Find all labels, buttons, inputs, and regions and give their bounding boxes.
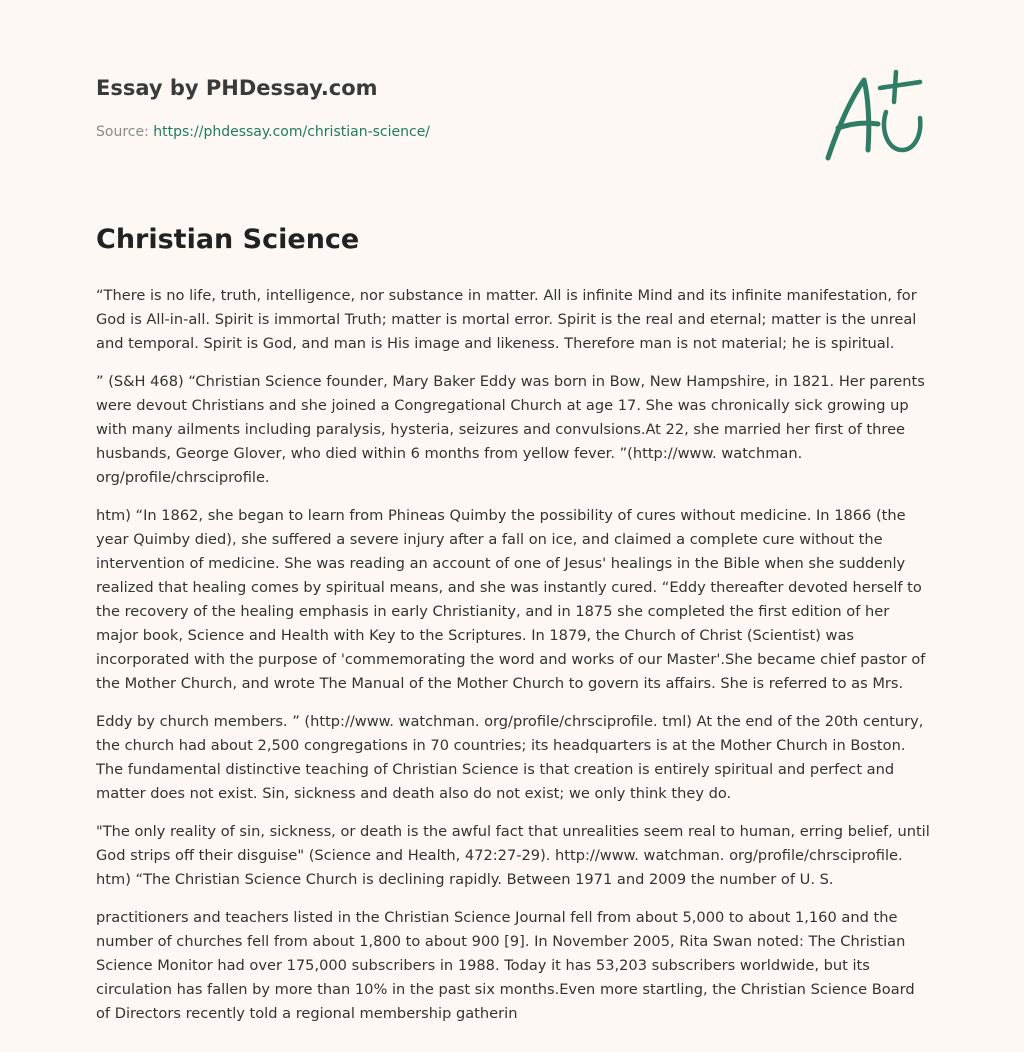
paragraph-3: htm) “In 1862, she began to learn from Phineas Quimby the possibility of cures without medicine. In 1866 (the year Quimby died), she suffered a severe injury after a fall on ice, and claimed a complete cure without the intervention of medicine. She was reading an account of one of Jesus' healings in the Bible when she suddenly realized that healing comes by spiritual means, and she was instantly cured. “Eddy thereafter devoted herself to the recovery of the healing emphasis in early Christianity, and in 1875 she completed the first edition of her major book, Science and Health with Key to the Scriptures. In 1879, the Church of Christ (Scientist) was incorporated with the purpose of 'commemorating the word and works of our Master'.She became chief pastor of the Mother Church, and wrote The Manual of the Mother Church to govern its affairs. She is referred to as Mrs. (96, 507, 926, 692)
paragraph-2: ” (S&H 468) “Christian Science founder, Mary Baker Eddy was born in Bow, New Hampshire, in 1821. Her parents were devout Christians and she joined a Congregational Church at age 17. She was chronically sick growing up with many ailments including paralysis, hysteria, seizures and convulsions.At 22, she married her first of three husbands, George Glover, who died within 6 months from yellow fever. ”(http://www. watchman. org/profile/chrsciprofile. (96, 373, 925, 486)
essay-body (96, 284, 932, 1040)
paragraph-5: "The only reality of sin, sickness, or death is the awful fact that unrealities seem real to human, erring belief, until God strips off their disguise" (Science and Health, 472:27-29). http://www. watchman. org/profile/chrsciprofile. htm) “The Christian Science Church is declining rapidly. Between 1971 and 2009 the number of U. S. (96, 823, 930, 888)
document-title: Christian Science (96, 224, 360, 255)
source-label: Source: (96, 124, 149, 140)
page-header (96, 0, 928, 200)
source-link[interactable]: https://phdessay.com/christian-science/ (153, 124, 431, 140)
source-line (96, 124, 430, 140)
paragraph-4: Eddy by church members. ” (http://www. watchman. org/profile/chrsciprofile. tml) At the end of the 20th century, the church had about 2,500 congregations in 70 countries; its headquarters is at the Mother Church in Boston. The fundamental distinctive teaching of Christian Science is that creation is entirely spiritual and perfect and matter does not exist. Sin, sickness and death also do not exist; we only think they do. (96, 713, 924, 802)
site-title: Essay by PHDessay.com (96, 76, 378, 100)
paragraph-1: “There is no life, truth, intelligence, nor substance in matter. All is infinite Mind and its infinite manifestation, for God is All-in-all. Spirit is immortal Truth; matter is mortal error. Spirit is the real and eternal; matter is the unreal and temporal. Spirit is God, and man is His image and likeness. Therefore man is not material; he is spiritual. (96, 287, 917, 352)
a-plus-logo-icon (824, 66, 928, 166)
paragraph-6: practitioners and teachers listed in the Christian Science Journal fell from about 5,000 to about 1,160 and the number of churches fell from about 1,800 to about 900 [9]. In November 2005, Rita Swan noted: The Christian Science Monitor had over 175,000 subscribers in 1988. Today it has 53,203 subscribers worldwide, but its circulation has fallen by more than 10% in the past six months.Even more startling, the Christian Science Board of Directors recently told a regional membership gatherin (96, 909, 915, 1022)
